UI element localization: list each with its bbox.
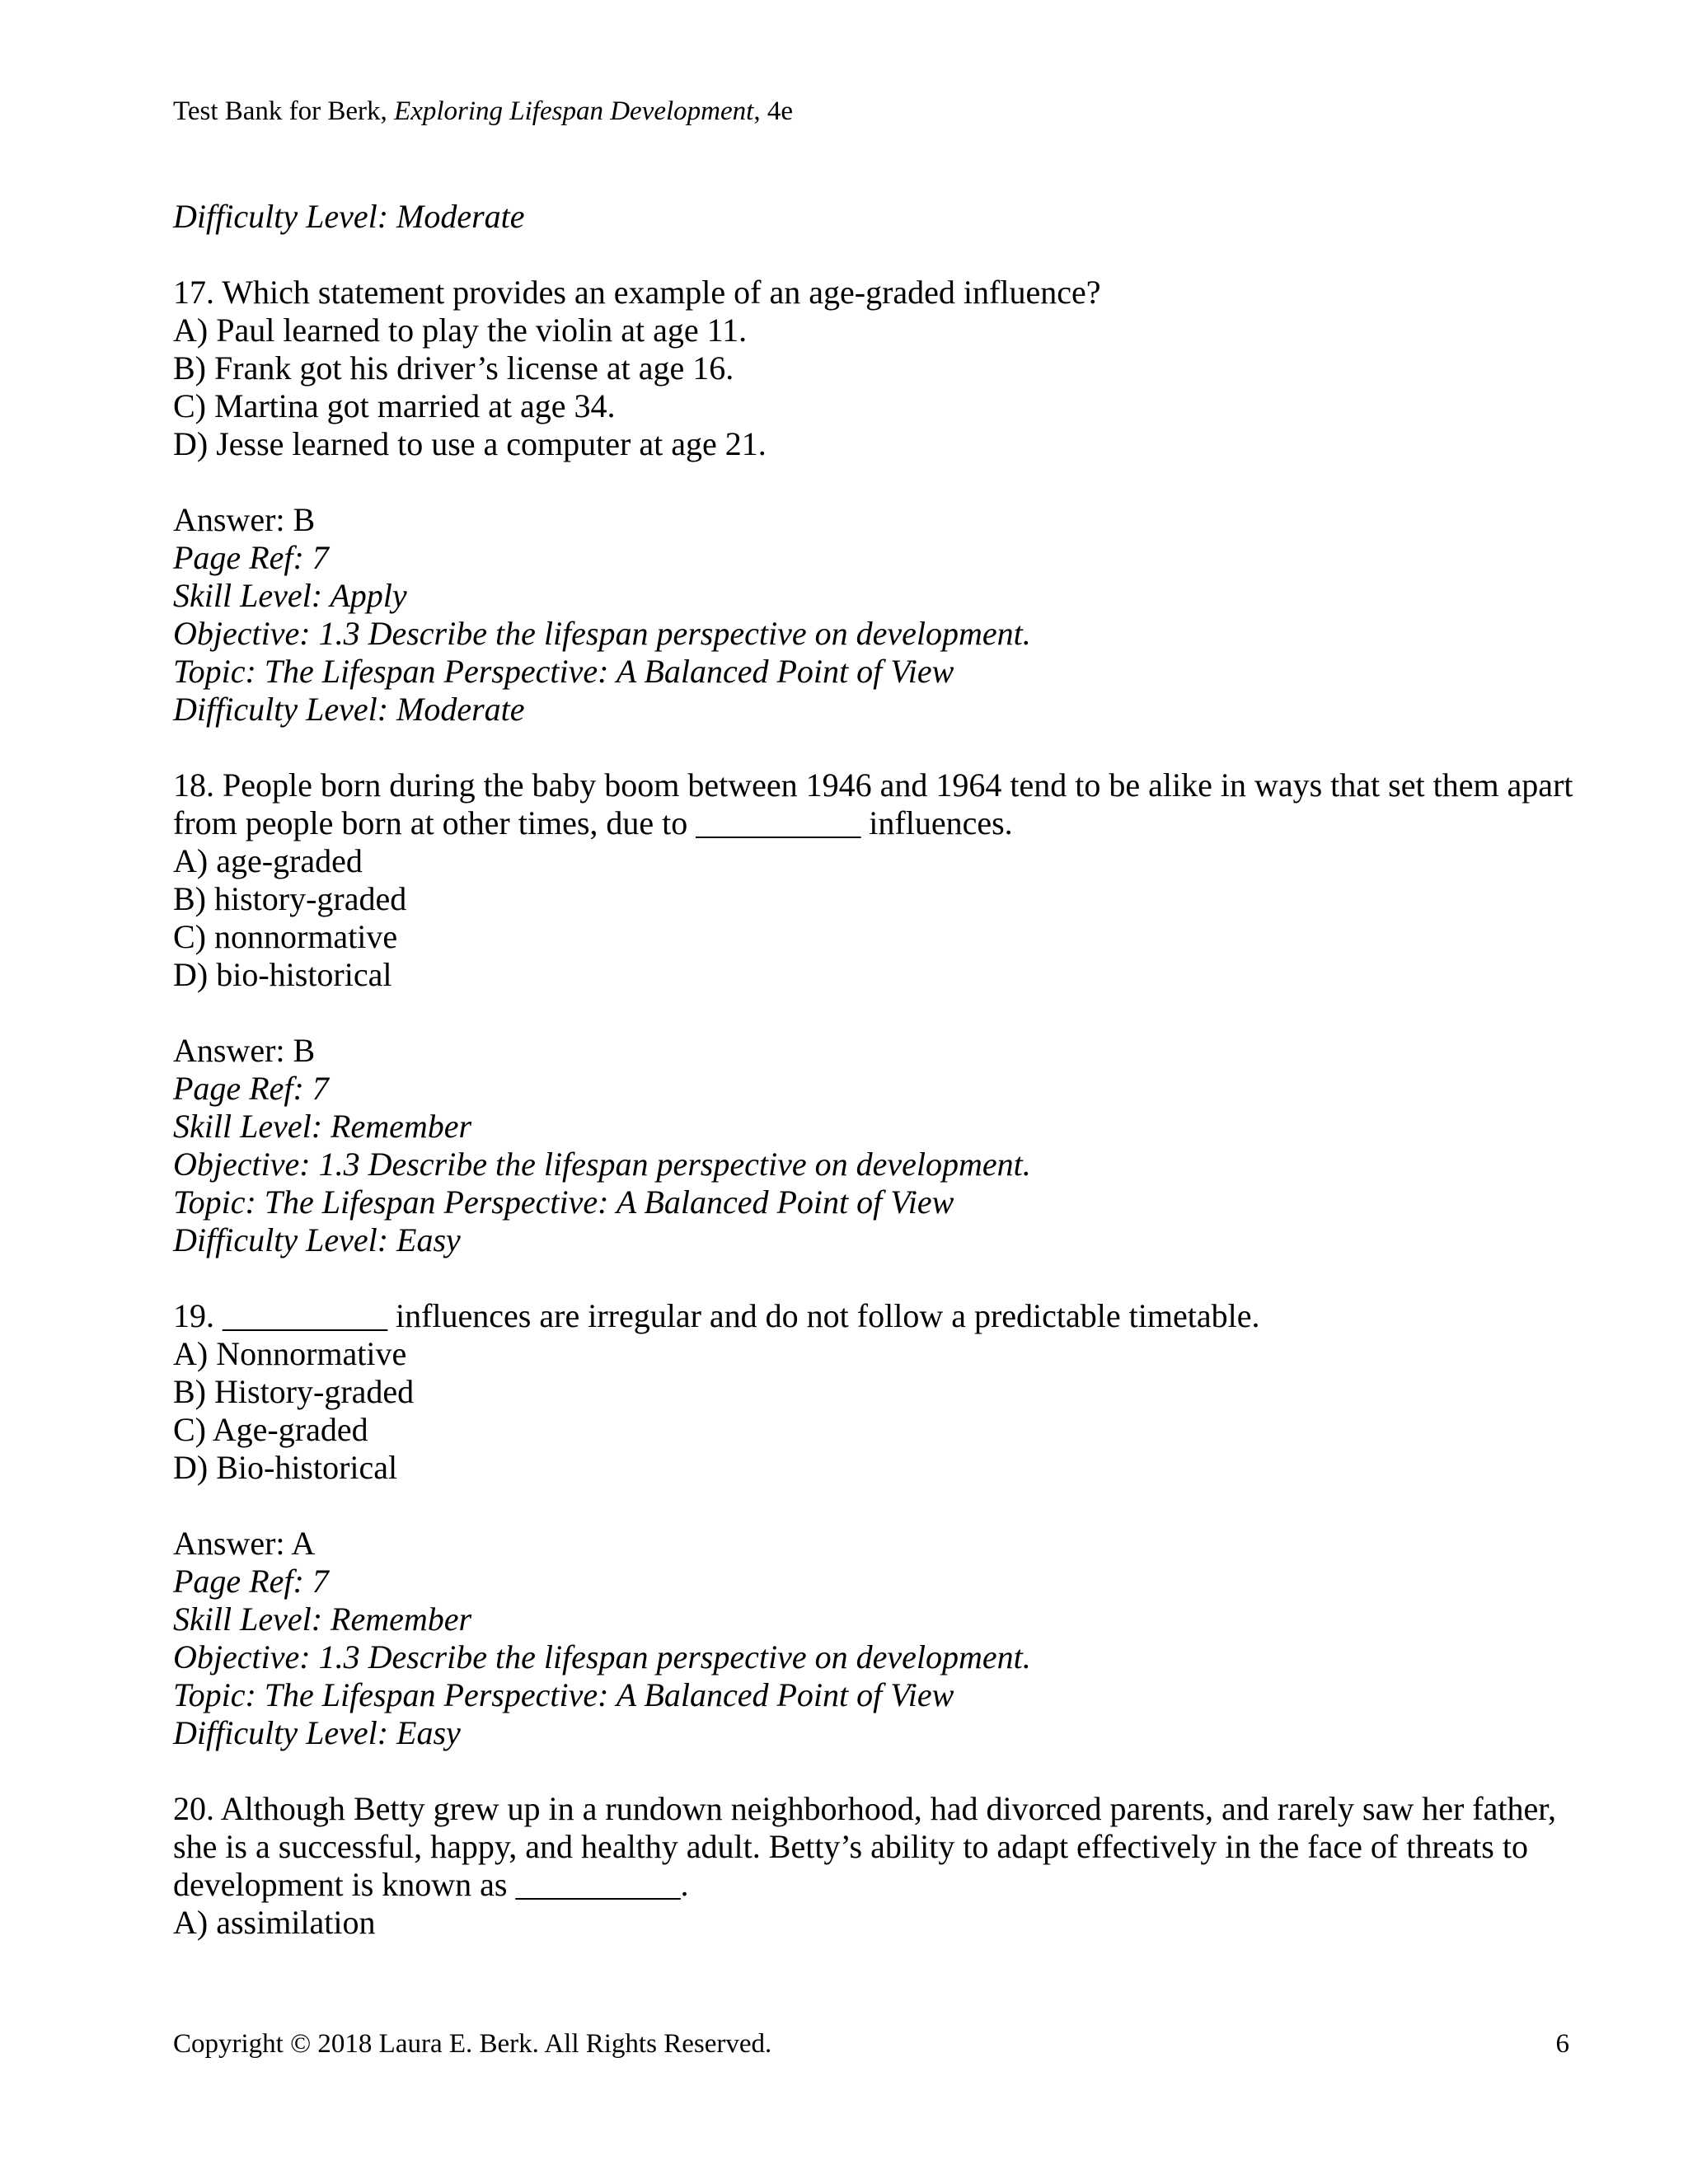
- header-suffix: , 4e: [753, 96, 793, 126]
- option-b: B) History-graded: [173, 1373, 415, 1410]
- question-stem-continued: from people born at other times, due to __________ influences.: [173, 804, 1013, 841]
- question-17: [173, 274, 1591, 729]
- question-stem: 18. People born during the baby boom between 1946 and 1964 tend to be alike in ways that set them apart: [173, 766, 1573, 804]
- question-stem-continued: development is known as __________.: [173, 1866, 689, 1903]
- objective: Objective: 1.3 Describe the lifespan perspective on development.: [173, 615, 1031, 652]
- topic: Topic: The Lifespan Perspective: A Balanced Point of View: [173, 1183, 954, 1221]
- question-19: [173, 1297, 1591, 1752]
- difficulty-level: Difficulty Level: Moderate: [173, 691, 525, 728]
- question-18: [173, 766, 1591, 1259]
- objective: Objective: 1.3 Describe the lifespan perspective on development.: [173, 1638, 1031, 1675]
- option-a: A) assimilation: [173, 1904, 376, 1941]
- objective: Objective: 1.3 Describe the lifespan perspective on development.: [173, 1146, 1031, 1183]
- copyright-notice: Copyright © 2018 Laura E. Berk. All Rights Reserved.: [173, 2029, 772, 2059]
- difficulty-level: Difficulty Level: Easy: [173, 1714, 461, 1751]
- question-20: [173, 1790, 1591, 1942]
- option-a: A) age-graded: [173, 842, 363, 879]
- option-a: A) Paul learned to play the violin at age 11.: [173, 312, 748, 349]
- header-book-title: Exploring Lifespan Development: [394, 96, 754, 126]
- answer: Answer: B: [173, 1032, 316, 1069]
- topic: Topic: The Lifespan Perspective: A Balanced Point of View: [173, 653, 954, 690]
- top-difficulty-level: Difficulty Level: Moderate: [173, 198, 525, 235]
- option-c: C) nonnormative: [173, 918, 398, 955]
- header-prefix: Test Bank for Berk,: [173, 96, 395, 126]
- option-a: A) Nonnormative: [173, 1335, 407, 1372]
- question-stem: 17. Which statement provides an example of an age-graded influence?: [173, 274, 1101, 311]
- option-b: B) Frank got his driver’s license at age 16.: [173, 349, 734, 387]
- page-number: 6: [1555, 2029, 1569, 2059]
- page-ref: Page Ref: 7: [173, 1563, 329, 1600]
- page-header: [173, 95, 793, 128]
- skill-level: Skill Level: Remember: [173, 1601, 472, 1638]
- skill-level: Skill Level: Remember: [173, 1108, 472, 1145]
- page-ref: Page Ref: 7: [173, 539, 329, 576]
- option-c: C) Age-graded: [173, 1411, 368, 1448]
- question-stem-continued: she is a successful, happy, and healthy adult. Betty’s ability to adapt effectively in the face of threats to: [173, 1828, 1528, 1865]
- answer: Answer: A: [173, 1525, 316, 1562]
- page-content: [173, 198, 1591, 1942]
- answer: Answer: B: [173, 501, 316, 538]
- option-d: D) Jesse learned to use a computer at age 21.: [173, 425, 767, 462]
- skill-level: Skill Level: Apply: [173, 577, 407, 614]
- option-d: D) Bio-historical: [173, 1449, 398, 1486]
- question-stem: 19. __________ influences are irregular and do not follow a predictable timetable.: [173, 1297, 1260, 1334]
- question-stem: 20. Although Betty grew up in a rundown neighborhood, had divorced parents, and rarely saw her father,: [173, 1790, 1556, 1827]
- option-c: C) Martina got married at age 34.: [173, 387, 616, 424]
- page-ref: Page Ref: 7: [173, 1070, 329, 1107]
- option-d: D) bio-historical: [173, 956, 392, 993]
- option-b: B) history-graded: [173, 880, 407, 917]
- topic: Topic: The Lifespan Perspective: A Balanced Point of View: [173, 1676, 954, 1713]
- difficulty-level: Difficulty Level: Easy: [173, 1221, 461, 1258]
